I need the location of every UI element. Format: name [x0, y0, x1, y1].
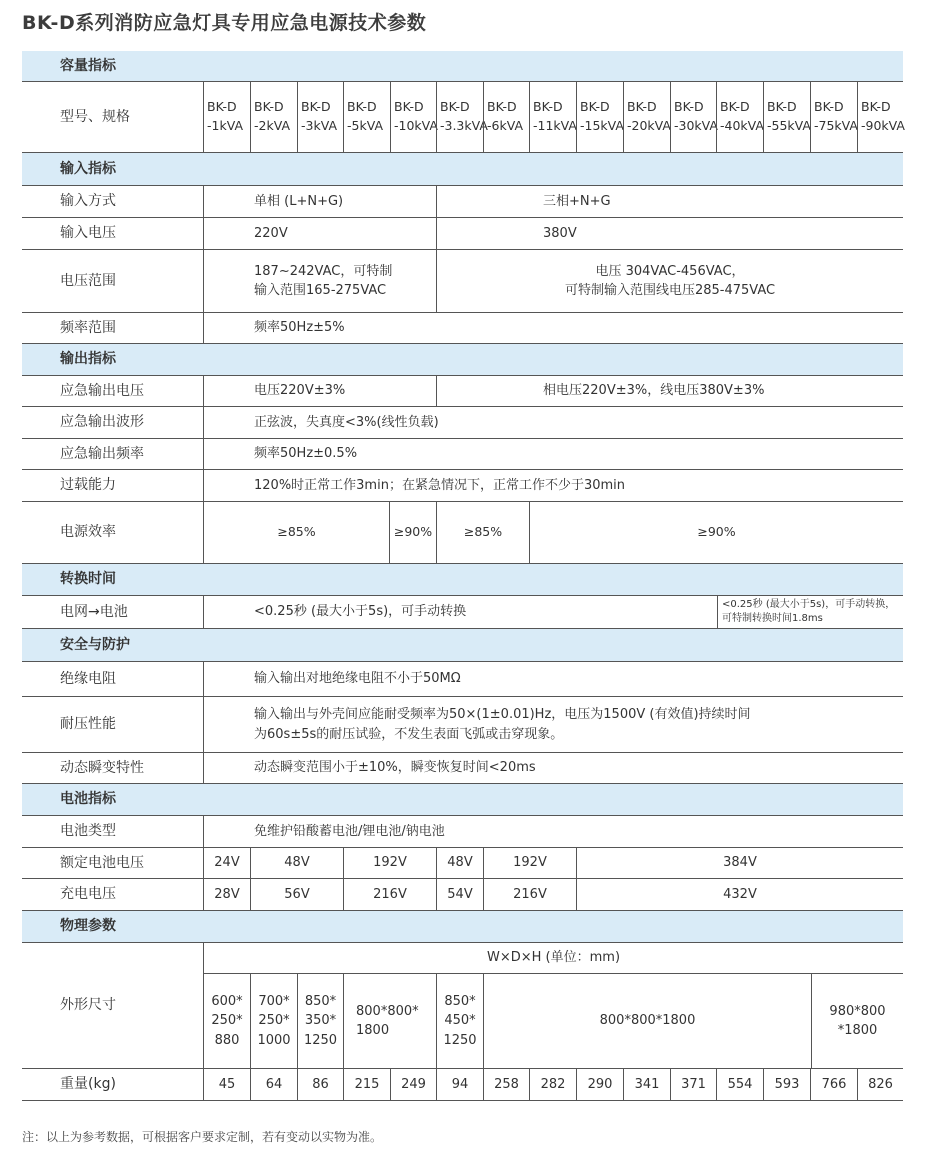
row-input-voltage [22, 218, 903, 250]
section-battery [22, 784, 903, 816]
section-physical [22, 911, 903, 943]
input-range-single [203, 250, 436, 312]
switch-value: <0.25秒 (最大小于5s)，可手动转换 [203, 596, 717, 628]
weight-cell: 290 [576, 1069, 623, 1100]
size-4-wd: 800*800* [356, 1003, 419, 1019]
rated-voltage-1: 24V [203, 848, 250, 878]
model-prefix: BK-D [440, 99, 470, 115]
model-suffix: -30kVA [674, 118, 718, 133]
row-insulation [22, 662, 903, 697]
range-three-line2: 可特制输入范围线电压285-475VAC [564, 283, 776, 298]
transient-label: 动态瞬变特性 [60, 759, 144, 776]
rated-voltage-2: 48V [250, 848, 343, 878]
battery-rated-label: 额定电池电压 [60, 854, 144, 871]
input-mode-three: 三相+N+G [436, 186, 903, 217]
row-overload [22, 470, 903, 502]
page-title: BK-D系列消防应急灯具专用应急电源技术参数 [22, 12, 427, 34]
model-prefix: BK-D [254, 99, 284, 115]
model-prefix: BK-D [487, 99, 517, 115]
switch-special-line1: <0.25秒 (最大小于5s)，可手动转换， [722, 599, 896, 610]
row-battery-charge [22, 879, 903, 911]
efficiency-2: ≥90% [389, 502, 436, 563]
footnote: 注：以上为参考数据，可根据客户要求定制，若有变动以实物为准。 [22, 1130, 383, 1144]
insulation-value: 输入输出对地绝缘电阻不小于50MΩ [203, 662, 903, 696]
output-wave-value: 正弦波，失真度<3%(线性负载) [203, 407, 903, 438]
model-suffix: -11kVA [533, 118, 577, 133]
row-battery-rated [22, 848, 903, 879]
model-cell [576, 82, 623, 152]
section-title: 输出指标 [60, 351, 116, 367]
battery-charge-label: 充电电压 [60, 886, 116, 902]
model-prefix: BK-D [627, 99, 657, 115]
model-suffix: -40kVA [720, 118, 764, 133]
row-switch [22, 596, 903, 629]
section-title: 转换时间 [60, 571, 116, 587]
weight-cell: 766 [810, 1069, 857, 1100]
weight-cell: 593 [763, 1069, 810, 1100]
output-freq-value: 频率50Hz±0.5% [203, 439, 903, 469]
model-cell [623, 82, 670, 152]
row-withstand [22, 697, 903, 753]
spec-table [22, 51, 903, 1101]
section-title: 输入指标 [60, 160, 116, 177]
size-3 [297, 974, 343, 1068]
size-5-h: 1250 [443, 1032, 477, 1048]
size-5-w: 850* [444, 993, 476, 1009]
range-three-line1: 电压 304VAC-456VAC， [595, 263, 745, 279]
rated-voltage-6: 384V [576, 848, 903, 878]
model-suffix: -90kVA [861, 118, 905, 133]
section-title: 物理参数 [60, 918, 116, 934]
output-voltage-label: 应急输出电压 [60, 382, 144, 399]
section-output [22, 344, 903, 376]
model-prefix: BK-D [814, 99, 844, 115]
efficiency-label: 电源效率 [60, 524, 116, 540]
model-prefix: BK-D [533, 99, 563, 115]
model-suffix: -3kVA [301, 118, 338, 133]
size-5 [436, 974, 483, 1068]
section-title: 容量指标 [60, 57, 116, 74]
size-7-wd: 980*800 [829, 1003, 886, 1019]
section-input [22, 153, 903, 186]
weight-cell: 86 [297, 1069, 343, 1100]
weight-cell: 554 [716, 1069, 763, 1100]
withstand-value [203, 697, 903, 752]
insulation-label: 绝缘电阻 [60, 670, 116, 687]
model-cell [670, 82, 716, 152]
efficiency-3: ≥85% [436, 502, 529, 563]
size-1-w: 600* [211, 993, 243, 1009]
row-output-voltage [22, 376, 903, 407]
rated-voltage-4: 48V [436, 848, 483, 878]
size-1 [203, 974, 250, 1068]
size-5-d: 450* [444, 1013, 476, 1029]
input-freq-value: 频率50Hz±5% [203, 313, 903, 343]
battery-type-value: 免维护铅酸蓄电池/锂电池/钠电池 [203, 816, 903, 847]
model-prefix: BK-D [720, 99, 750, 115]
size-7 [811, 974, 903, 1068]
input-mode-label: 输入方式 [60, 193, 116, 209]
size-label: 外形尺寸 [60, 997, 116, 1013]
input-range-label: 电压范围 [60, 272, 116, 289]
weight-cell: 826 [857, 1069, 903, 1100]
model-suffix: -3.3kVA [440, 118, 488, 133]
model-cell [436, 82, 488, 152]
weight-cell: 282 [529, 1069, 576, 1100]
model-suffix: -55kVA [767, 118, 811, 133]
model-cell [250, 82, 297, 152]
withstand-line2: 为60s±5s的耐压试验，不发生表面飞弧或击穿现象。 [254, 726, 564, 742]
battery-type-label: 电池类型 [60, 823, 116, 839]
charge-voltage-5: 216V [483, 879, 576, 910]
withstand-label: 耐压性能 [60, 716, 116, 732]
size-unit: W×D×H (单位：mm) [203, 943, 903, 974]
model-prefix: BK-D [580, 99, 610, 115]
size-2-d: 250* [258, 1013, 290, 1029]
size-2-w: 700* [258, 993, 290, 1009]
model-cell [297, 82, 343, 152]
charge-voltage-6: 432V [576, 879, 903, 910]
row-input-mode [22, 186, 903, 218]
row-battery-type [22, 816, 903, 848]
model-prefix: BK-D [674, 99, 704, 115]
row-weight [22, 1069, 903, 1101]
weight-cell: 249 [390, 1069, 436, 1100]
input-range-three [436, 250, 903, 312]
output-voltage-three: 相电压220V±3%，线电压380V±3% [436, 376, 903, 406]
input-voltage-label: 输入电压 [60, 225, 116, 241]
model-cell [343, 82, 390, 152]
size-1-d: 250* [211, 1013, 243, 1029]
row-output-freq [22, 439, 903, 470]
section-title: 安全与防护 [60, 636, 130, 653]
weight-cell: 215 [343, 1069, 390, 1100]
switch-special-line2: 可特制转换时间1.8ms [722, 613, 823, 624]
model-cell [810, 82, 857, 152]
range-single-line1: 187~242VAC，可特制 [254, 263, 393, 279]
efficiency-4: ≥90% [529, 502, 903, 563]
efficiency-1: ≥85% [203, 502, 389, 563]
input-mode-single: 单相 (L+N+G) [203, 186, 436, 217]
model-prefix: BK-D [767, 99, 797, 115]
section-title: 电池指标 [60, 791, 116, 807]
size-6: 800*800*1800 [483, 974, 811, 1068]
size-2-h: 1000 [257, 1032, 291, 1048]
row-input-freq [22, 313, 903, 344]
size-1-h: 880 [214, 1032, 240, 1048]
output-freq-label: 应急输出频率 [60, 445, 144, 462]
withstand-line1: 输入输出与外壳间应能耐受频率为50×(1±0.01)Hz，电压为1500V (有效值)持续时间 [254, 707, 751, 722]
model-suffix: -15kVA [580, 118, 624, 133]
model-suffix: -20kVA [627, 118, 671, 133]
model-cell [716, 82, 763, 152]
model-prefix: BK-D [347, 99, 377, 115]
charge-voltage-4: 54V [436, 879, 483, 910]
range-single-line2: 输入范围165-275VAC [254, 283, 387, 298]
overload-label: 过载能力 [60, 477, 116, 493]
switch-special [717, 596, 903, 628]
size-3-w: 850* [304, 993, 337, 1009]
section-switch [22, 564, 903, 596]
output-voltage-single: 电压220V±3% [203, 376, 436, 406]
weight-cell: 94 [436, 1069, 483, 1100]
model-cell [763, 82, 810, 152]
size-4-h: 1800 [356, 1023, 390, 1038]
row-efficiency [22, 502, 903, 564]
model-suffix: -75kVA [814, 118, 858, 133]
transient-value: 动态瞬变范围小于±10%，瞬变恢复时间<20ms [203, 753, 903, 783]
weight-cell: 258 [483, 1069, 529, 1100]
model-prefix: BK-D [394, 99, 424, 115]
model-cell [483, 82, 529, 152]
model-prefix: BK-D [301, 99, 331, 115]
weight-cell: 64 [250, 1069, 297, 1100]
weight-cell: 341 [623, 1069, 670, 1100]
size-7-h: *1800 [837, 1023, 878, 1038]
switch-label: 电网→电池 [60, 603, 128, 620]
rated-voltage-5: 192V [483, 848, 576, 878]
input-freq-label: 频率范围 [60, 319, 116, 336]
output-wave-label: 应急输出波形 [60, 414, 144, 430]
row-models [22, 82, 903, 153]
size-3-h: 1250 [303, 1032, 338, 1048]
section-safety [22, 629, 903, 662]
model-suffix: -10kVA [394, 118, 438, 133]
size-2 [250, 974, 297, 1068]
charge-voltage-3: 216V [343, 879, 436, 910]
input-voltage-single: 220V [203, 218, 436, 249]
section-capacity [22, 51, 903, 82]
row-input-range [22, 250, 903, 313]
row-output-wave [22, 407, 903, 439]
model-prefix: BK-D [207, 99, 237, 115]
model-suffix: -2kVA [254, 118, 291, 133]
model-cell [857, 82, 903, 152]
model-cell [203, 82, 250, 152]
model-suffix: -5kVA [347, 118, 384, 133]
size-4 [343, 974, 436, 1068]
row-transient [22, 753, 903, 784]
rated-voltage-3: 192V [343, 848, 436, 878]
model-suffix: -1kVA [207, 118, 244, 133]
row-size [22, 943, 903, 1069]
weight-cell: 371 [670, 1069, 716, 1100]
overload-value: 120%时正常工作3min；在紧急情况下，正常工作不少于30min [203, 470, 903, 501]
charge-voltage-2: 56V [250, 879, 343, 910]
model-prefix: BK-D [861, 99, 891, 115]
model-suffix: -6kVA [487, 118, 524, 133]
size-3-d: 350* [304, 1013, 337, 1029]
models-label: 型号、规格 [60, 108, 130, 125]
model-cell [529, 82, 576, 152]
input-voltage-three: 380V [436, 218, 903, 249]
charge-voltage-1: 28V [203, 879, 250, 910]
weight-label: 重量(kg) [60, 1076, 116, 1092]
weight-cell: 45 [203, 1069, 250, 1100]
model-cell [390, 82, 436, 152]
